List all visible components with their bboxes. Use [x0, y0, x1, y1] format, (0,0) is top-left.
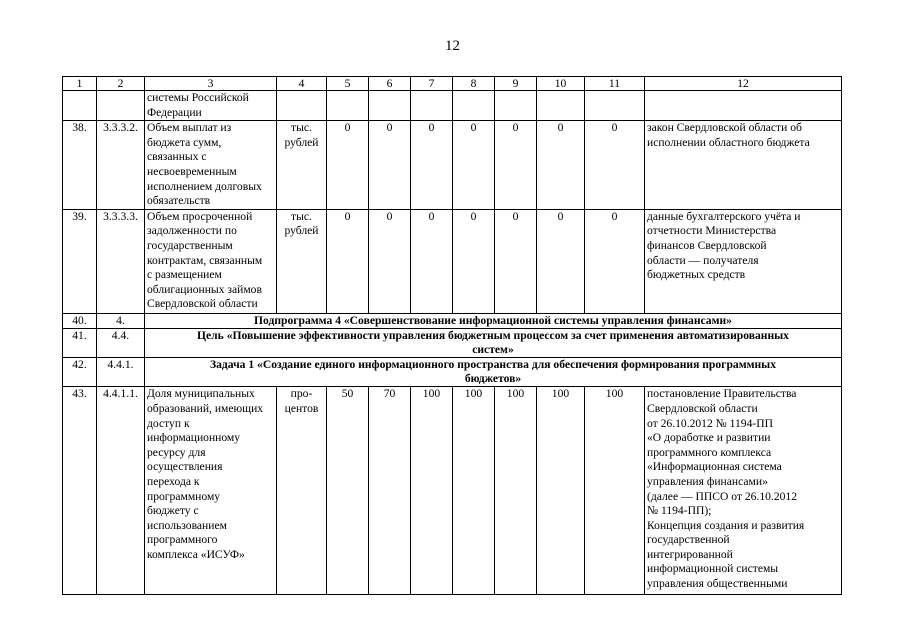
value-cell: 50 — [327, 387, 369, 595]
indicator-name: Объем просроченной задолженности по государственным контрактам, связанным с размещением облигационных займов Свердловской области — [145, 209, 277, 313]
value-cell: 100 — [411, 387, 453, 595]
subprogram-title: Подпрограмма 4 «Совершенствование информационной системы управления финансами» — [145, 313, 842, 329]
value-cell: 100 — [585, 387, 645, 595]
value-cell: 0 — [369, 121, 411, 210]
value-cell: 100 — [537, 387, 585, 595]
table-row — [63, 329, 842, 358]
header-cell: 12 — [645, 77, 842, 91]
value-cell: 0 — [585, 121, 645, 210]
header-cell: 5 — [327, 77, 369, 91]
row-number: 40. — [63, 313, 97, 329]
value-cell: 0 — [453, 209, 495, 313]
header-cell: 6 — [369, 77, 411, 91]
value-cell: 0 — [495, 121, 537, 210]
unit: тыс. рублей — [277, 121, 327, 210]
value-cell: 0 — [453, 121, 495, 210]
value-cell: 0 — [327, 121, 369, 210]
header-cell: 8 — [453, 77, 495, 91]
value-cell: 0 — [585, 209, 645, 313]
value-cell: 0 — [495, 209, 537, 313]
header-cell: 2 — [97, 77, 145, 91]
table-row — [63, 121, 842, 210]
row-number: 42. — [63, 358, 97, 387]
header-cell: 9 — [495, 77, 537, 91]
value-cell: 0 — [411, 209, 453, 313]
value-cell: 0 — [369, 209, 411, 313]
page-number: 12 — [445, 38, 460, 54]
data-source: данные бухгалтерского учёта и отчетности Министерства финансов Свердловской области — получателя бюджетных средств — [645, 209, 842, 313]
value-cell: 0 — [327, 209, 369, 313]
header-cell: 1 — [63, 77, 97, 91]
row-number: 41. — [63, 329, 97, 358]
value-cell: 0 — [411, 121, 453, 210]
table-row — [63, 209, 842, 313]
value-cell: 0 — [537, 209, 585, 313]
row-code: 4.4.1. — [97, 358, 145, 387]
value-cell: 100 — [453, 387, 495, 595]
row-number: 38. — [63, 121, 97, 210]
value-cell: 0 — [537, 121, 585, 210]
table-row — [63, 91, 842, 121]
row-code: 4.4.1.1. — [97, 387, 145, 595]
table-row — [63, 387, 842, 595]
row-code: 4.4. — [97, 329, 145, 358]
indicators-table — [62, 76, 842, 595]
row-number: 43. — [63, 387, 97, 595]
data-source: постановление Правительства Свердловской области от 26.10.2012 № 1194-ПП «О доработке и развитии программного комплекса «Информационная система управления финансами» (далее — ППСО от 26.10.2012 № 1194-ПП); Концепция создания и развития государственной интегрированной информационной системы управления общественными — [645, 387, 842, 595]
task-title: Задача 1 «Создание единого информационного пространства для обеспечения формирования программных бюджетов» — [145, 358, 842, 387]
value-cell: 70 — [369, 387, 411, 595]
row-number: 39. — [63, 209, 97, 313]
table-row — [63, 358, 842, 387]
header-cell: 7 — [411, 77, 453, 91]
row-code: 3.3.3.2. — [97, 121, 145, 210]
row-code: 3.3.3.3. — [97, 209, 145, 313]
header-cell: 11 — [585, 77, 645, 91]
data-source: закон Свердловской области об исполнении областного бюджета — [645, 121, 842, 210]
row-code: 4. — [97, 313, 145, 329]
unit: про- центов — [277, 387, 327, 595]
header-row — [63, 77, 842, 91]
unit: тыс. рублей — [277, 209, 327, 313]
header-cell: 10 — [537, 77, 585, 91]
indicator-name: Объем выплат из бюджета сумм, связанных с несвоевременным исполнением долговых обязательств — [145, 121, 277, 210]
indicator-name: Доля муниципальных образований, имеющих доступ к информационному ресурсу для осуществления перехода к программному бюджету с использованием программного комплекса «ИСУФ» — [145, 387, 277, 595]
header-cell: 4 — [277, 77, 327, 91]
goal-title: Цель «Повышение эффективности управления бюджетным процессом за счет применения автоматизированных систем» — [145, 329, 842, 358]
indicator-name: системы Российской Федерации — [145, 91, 277, 121]
table-row — [63, 313, 842, 329]
header-cell: 3 — [145, 77, 277, 91]
value-cell: 100 — [495, 387, 537, 595]
